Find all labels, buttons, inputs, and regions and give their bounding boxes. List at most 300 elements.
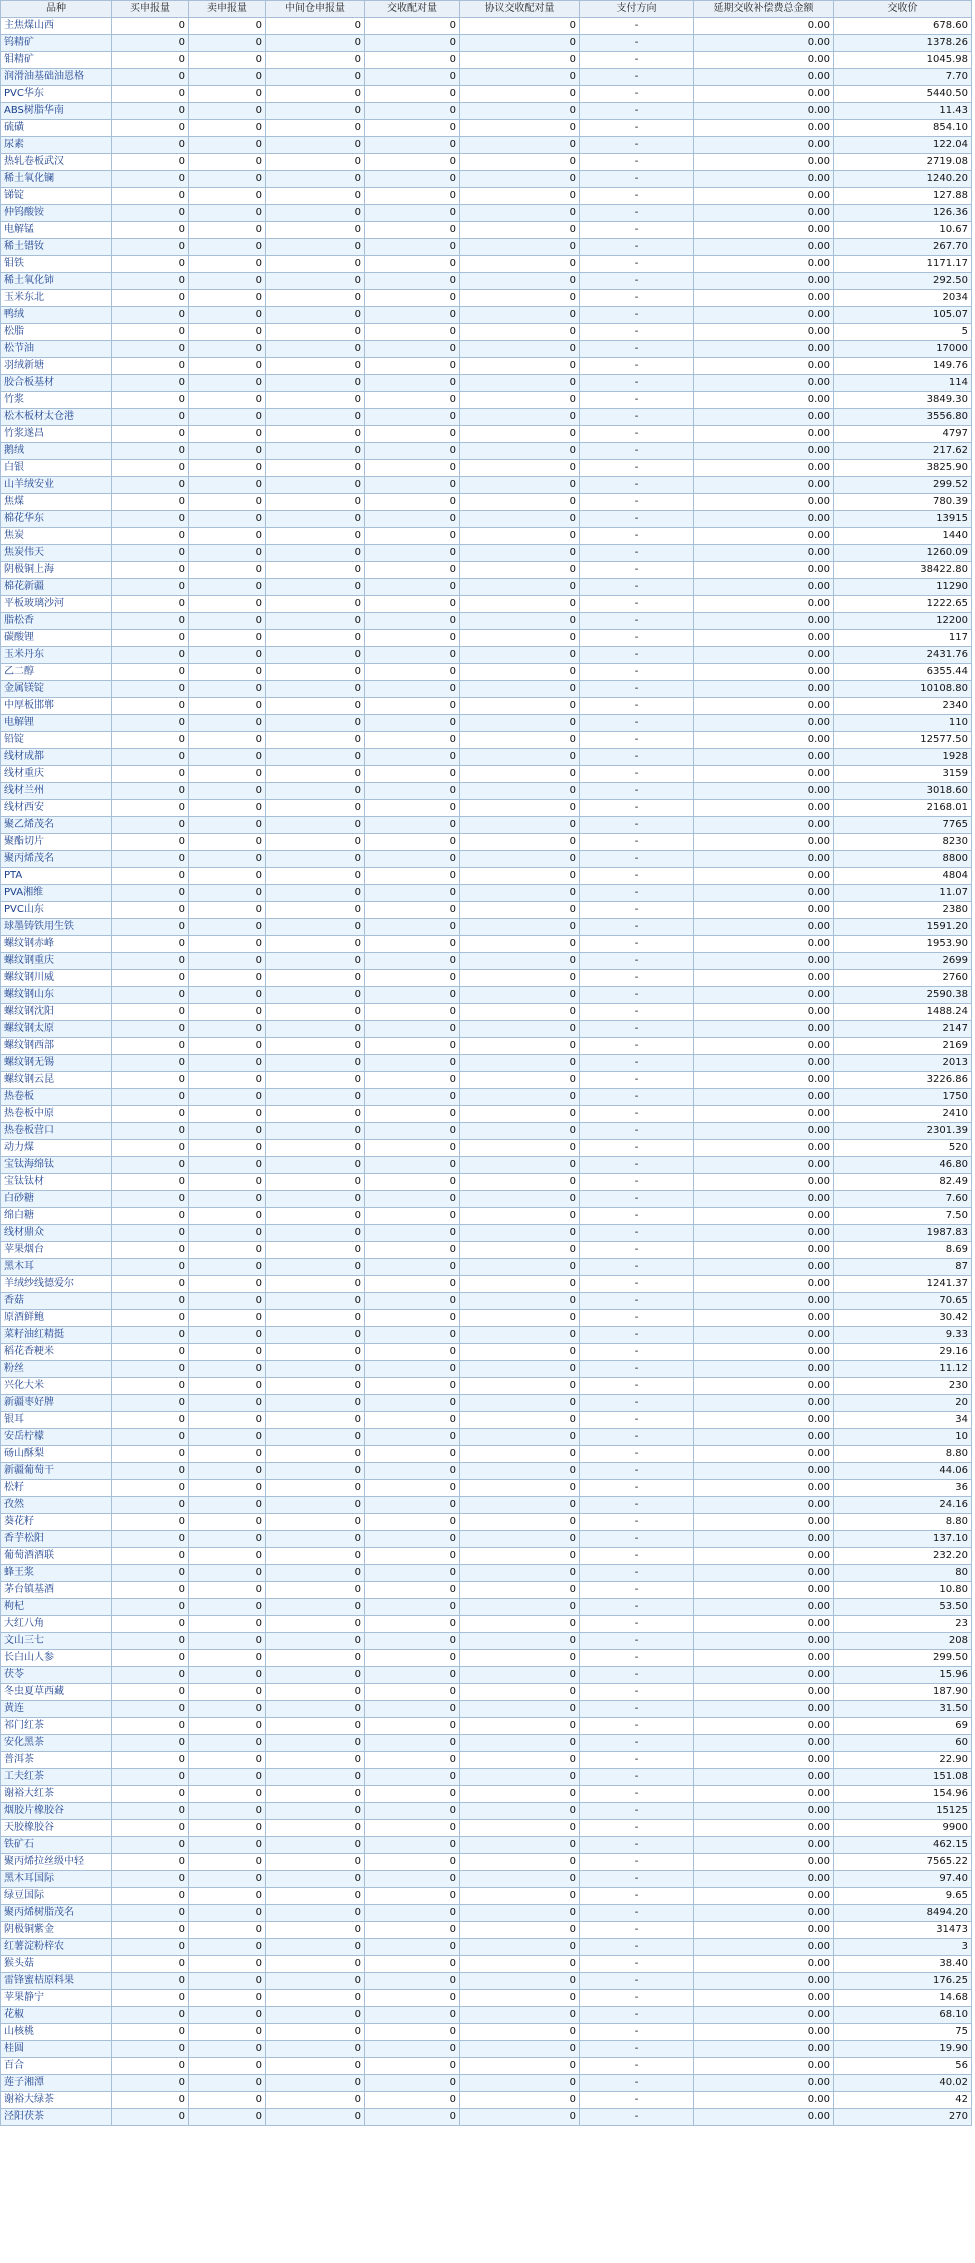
cell-agreement-matched-quantity: 0 — [460, 766, 580, 783]
cell-delivery-price: 8494.20 — [834, 1905, 972, 1922]
cell-product: 文山三七 — [1, 1633, 112, 1650]
table-row — [1, 1055, 972, 1072]
cell-sell-quantity: 0 — [189, 1327, 266, 1344]
cell-deferred-compensation: 0.00 — [694, 1871, 834, 1888]
cell-delivery-price: 4804 — [834, 868, 972, 885]
cell-matched-quantity: 0 — [365, 1429, 460, 1446]
cell-agreement-matched-quantity: 0 — [460, 1956, 580, 1973]
cell-deferred-compensation: 0.00 — [694, 460, 834, 477]
cell-product: 阴极铜紫金 — [1, 1922, 112, 1939]
cell-agreement-matched-quantity: 0 — [460, 681, 580, 698]
cell-agreement-matched-quantity: 0 — [460, 1174, 580, 1191]
cell-product: 粉丝 — [1, 1361, 112, 1378]
cell-product: 脂松香 — [1, 613, 112, 630]
cell-payment-direction: - — [580, 358, 694, 375]
cell-sell-quantity: 0 — [189, 1259, 266, 1276]
cell-product: 银耳 — [1, 1412, 112, 1429]
table-row — [1, 1123, 972, 1140]
cell-buy-quantity: 0 — [112, 596, 189, 613]
cell-intermediary-quantity: 0 — [266, 766, 365, 783]
cell-product: 螺纹钢无锡 — [1, 1055, 112, 1072]
cell-agreement-matched-quantity: 0 — [460, 1072, 580, 1089]
cell-intermediary-quantity: 0 — [266, 256, 365, 273]
cell-agreement-matched-quantity: 0 — [460, 120, 580, 137]
cell-payment-direction: - — [580, 511, 694, 528]
cell-delivery-price: 11290 — [834, 579, 972, 596]
cell-intermediary-quantity: 0 — [266, 1072, 365, 1089]
table-row — [1, 783, 972, 800]
cell-product: 螺纹钢太原 — [1, 1021, 112, 1038]
cell-product: PVA湘维 — [1, 885, 112, 902]
cell-sell-quantity: 0 — [189, 1820, 266, 1837]
cell-payment-direction: - — [580, 409, 694, 426]
cell-payment-direction: - — [580, 800, 694, 817]
cell-product: 松脂 — [1, 324, 112, 341]
cell-intermediary-quantity: 0 — [266, 2024, 365, 2041]
cell-sell-quantity: 0 — [189, 681, 266, 698]
cell-delivery-price: 44.06 — [834, 1463, 972, 1480]
table-row — [1, 392, 972, 409]
cell-deferred-compensation: 0.00 — [694, 749, 834, 766]
cell-intermediary-quantity: 0 — [266, 1667, 365, 1684]
cell-product: 砀山酥梨 — [1, 1446, 112, 1463]
cell-delivery-price: 13915 — [834, 511, 972, 528]
cell-sell-quantity: 0 — [189, 698, 266, 715]
cell-product: 枸杞 — [1, 1599, 112, 1616]
cell-matched-quantity: 0 — [365, 766, 460, 783]
cell-agreement-matched-quantity: 0 — [460, 2109, 580, 2126]
cell-deferred-compensation: 0.00 — [694, 1004, 834, 1021]
cell-deferred-compensation: 0.00 — [694, 1327, 834, 1344]
cell-agreement-matched-quantity: 0 — [460, 1769, 580, 1786]
cell-deferred-compensation: 0.00 — [694, 1582, 834, 1599]
cell-payment-direction: - — [580, 545, 694, 562]
cell-intermediary-quantity: 0 — [266, 239, 365, 256]
cell-buy-quantity: 0 — [112, 154, 189, 171]
table-row — [1, 528, 972, 545]
cell-intermediary-quantity: 0 — [266, 545, 365, 562]
cell-buy-quantity: 0 — [112, 2041, 189, 2058]
cell-matched-quantity: 0 — [365, 1242, 460, 1259]
cell-buy-quantity: 0 — [112, 341, 189, 358]
cell-agreement-matched-quantity: 0 — [460, 273, 580, 290]
cell-agreement-matched-quantity: 0 — [460, 1055, 580, 1072]
cell-intermediary-quantity: 0 — [266, 1888, 365, 1905]
cell-intermediary-quantity: 0 — [266, 1616, 365, 1633]
cell-matched-quantity: 0 — [365, 358, 460, 375]
cell-sell-quantity: 0 — [189, 1633, 266, 1650]
cell-agreement-matched-quantity: 0 — [460, 1123, 580, 1140]
cell-payment-direction: - — [580, 69, 694, 86]
table-row — [1, 2007, 972, 2024]
cell-delivery-price: 12200 — [834, 613, 972, 630]
table-row — [1, 1276, 972, 1293]
cell-sell-quantity: 0 — [189, 1225, 266, 1242]
table-row — [1, 154, 972, 171]
table-row — [1, 1463, 972, 1480]
cell-buy-quantity: 0 — [112, 205, 189, 222]
cell-matched-quantity: 0 — [365, 545, 460, 562]
cell-agreement-matched-quantity: 0 — [460, 1429, 580, 1446]
cell-sell-quantity: 0 — [189, 188, 266, 205]
cell-product: 蜂王浆 — [1, 1565, 112, 1582]
cell-product: 黑木耳 — [1, 1259, 112, 1276]
cell-delivery-price: 75 — [834, 2024, 972, 2041]
cell-payment-direction: - — [580, 188, 694, 205]
cell-agreement-matched-quantity: 0 — [460, 1905, 580, 1922]
cell-product: 羽绒新塘 — [1, 358, 112, 375]
cell-deferred-compensation: 0.00 — [694, 1701, 834, 1718]
cell-agreement-matched-quantity: 0 — [460, 562, 580, 579]
table-row — [1, 511, 972, 528]
cell-product: 香芋松阳 — [1, 1531, 112, 1548]
cell-agreement-matched-quantity: 0 — [460, 1650, 580, 1667]
cell-sell-quantity: 0 — [189, 2092, 266, 2109]
cell-payment-direction: - — [580, 1327, 694, 1344]
cell-delivery-price: 10.80 — [834, 1582, 972, 1599]
cell-product: 聚酯切片 — [1, 834, 112, 851]
cell-buy-quantity: 0 — [112, 1242, 189, 1259]
cell-buy-quantity: 0 — [112, 698, 189, 715]
cell-buy-quantity: 0 — [112, 358, 189, 375]
cell-delivery-price: 1378.26 — [834, 35, 972, 52]
cell-buy-quantity: 0 — [112, 1565, 189, 1582]
cell-intermediary-quantity: 0 — [266, 494, 365, 511]
cell-buy-quantity: 0 — [112, 1650, 189, 1667]
cell-payment-direction: - — [580, 2041, 694, 2058]
cell-delivery-price: 520 — [834, 1140, 972, 1157]
cell-deferred-compensation: 0.00 — [694, 834, 834, 851]
cell-agreement-matched-quantity: 0 — [460, 732, 580, 749]
cell-payment-direction: - — [580, 205, 694, 222]
cell-buy-quantity: 0 — [112, 1293, 189, 1310]
table-row — [1, 1038, 972, 1055]
cell-buy-quantity: 0 — [112, 1497, 189, 1514]
cell-buy-quantity: 0 — [112, 1871, 189, 1888]
cell-deferred-compensation: 0.00 — [694, 1123, 834, 1140]
cell-matched-quantity: 0 — [365, 1191, 460, 1208]
cell-delivery-price: 7.50 — [834, 1208, 972, 1225]
cell-intermediary-quantity: 0 — [266, 205, 365, 222]
cell-payment-direction: - — [580, 664, 694, 681]
cell-product: 钼精矿 — [1, 52, 112, 69]
cell-product: 山羊绒安业 — [1, 477, 112, 494]
cell-sell-quantity: 0 — [189, 1990, 266, 2007]
cell-delivery-price: 9.33 — [834, 1327, 972, 1344]
cell-buy-quantity: 0 — [112, 69, 189, 86]
cell-sell-quantity: 0 — [189, 1361, 266, 1378]
cell-buy-quantity: 0 — [112, 324, 189, 341]
cell-payment-direction: - — [580, 749, 694, 766]
cell-payment-direction: - — [580, 1837, 694, 1854]
cell-product: 仲钨酸铵 — [1, 205, 112, 222]
cell-intermediary-quantity: 0 — [266, 35, 365, 52]
cell-buy-quantity: 0 — [112, 1582, 189, 1599]
cell-sell-quantity: 0 — [189, 290, 266, 307]
cell-sell-quantity: 0 — [189, 1718, 266, 1735]
table-row — [1, 936, 972, 953]
cell-sell-quantity: 0 — [189, 2041, 266, 2058]
cell-agreement-matched-quantity: 0 — [460, 1565, 580, 1582]
cell-deferred-compensation: 0.00 — [694, 1735, 834, 1752]
cell-sell-quantity: 0 — [189, 1293, 266, 1310]
cell-sell-quantity: 0 — [189, 392, 266, 409]
cell-product: 热卷板 — [1, 1089, 112, 1106]
cell-matched-quantity: 0 — [365, 1905, 460, 1922]
cell-payment-direction: - — [580, 154, 694, 171]
cell-buy-quantity: 0 — [112, 664, 189, 681]
cell-sell-quantity: 0 — [189, 1463, 266, 1480]
cell-product: 螺纹钢沈阳 — [1, 1004, 112, 1021]
cell-payment-direction: - — [580, 1888, 694, 1905]
cell-intermediary-quantity: 0 — [266, 1446, 365, 1463]
cell-buy-quantity: 0 — [112, 1633, 189, 1650]
cell-delivery-price: 1488.24 — [834, 1004, 972, 1021]
table-row — [1, 647, 972, 664]
cell-product: 红薯淀粉梓农 — [1, 1939, 112, 1956]
cell-agreement-matched-quantity: 0 — [460, 2041, 580, 2058]
cell-deferred-compensation: 0.00 — [694, 2041, 834, 2058]
cell-deferred-compensation: 0.00 — [694, 35, 834, 52]
table-row — [1, 1344, 972, 1361]
cell-deferred-compensation: 0.00 — [694, 1089, 834, 1106]
cell-matched-quantity: 0 — [365, 1769, 460, 1786]
cell-matched-quantity: 0 — [365, 1684, 460, 1701]
cell-delivery-price: 270 — [834, 2109, 972, 2126]
cell-deferred-compensation: 0.00 — [694, 392, 834, 409]
cell-delivery-price: 8800 — [834, 851, 972, 868]
cell-matched-quantity: 0 — [365, 2058, 460, 2075]
cell-agreement-matched-quantity: 0 — [460, 919, 580, 936]
cell-matched-quantity: 0 — [365, 1616, 460, 1633]
cell-agreement-matched-quantity: 0 — [460, 256, 580, 273]
cell-product: 花椒 — [1, 2007, 112, 2024]
cell-deferred-compensation: 0.00 — [694, 1106, 834, 1123]
cell-intermediary-quantity: 0 — [266, 2007, 365, 2024]
table-row — [1, 1242, 972, 1259]
cell-intermediary-quantity: 0 — [266, 1820, 365, 1837]
cell-payment-direction: - — [580, 86, 694, 103]
cell-product: 长白山人参 — [1, 1650, 112, 1667]
cell-product: 硫磺 — [1, 120, 112, 137]
cell-intermediary-quantity: 0 — [266, 528, 365, 545]
cell-sell-quantity: 0 — [189, 256, 266, 273]
cell-agreement-matched-quantity: 0 — [460, 902, 580, 919]
cell-payment-direction: - — [580, 613, 694, 630]
table-row — [1, 307, 972, 324]
cell-delivery-price: 1440 — [834, 528, 972, 545]
cell-matched-quantity: 0 — [365, 1293, 460, 1310]
cell-intermediary-quantity: 0 — [266, 1242, 365, 1259]
table-row — [1, 1939, 972, 1956]
cell-matched-quantity: 0 — [365, 1004, 460, 1021]
cell-matched-quantity: 0 — [365, 1463, 460, 1480]
cell-deferred-compensation: 0.00 — [694, 1684, 834, 1701]
cell-intermediary-quantity: 0 — [266, 154, 365, 171]
cell-deferred-compensation: 0.00 — [694, 1395, 834, 1412]
table-row — [1, 2075, 972, 2092]
table-row — [1, 52, 972, 69]
cell-buy-quantity: 0 — [112, 1429, 189, 1446]
cell-deferred-compensation: 0.00 — [694, 341, 834, 358]
cell-product: 中厚板邯郸 — [1, 698, 112, 715]
cell-sell-quantity: 0 — [189, 885, 266, 902]
cell-sell-quantity: 0 — [189, 579, 266, 596]
cell-deferred-compensation: 0.00 — [694, 953, 834, 970]
cell-intermediary-quantity: 0 — [266, 970, 365, 987]
cell-intermediary-quantity: 0 — [266, 749, 365, 766]
cell-intermediary-quantity: 0 — [266, 511, 365, 528]
cell-sell-quantity: 0 — [189, 1412, 266, 1429]
cell-agreement-matched-quantity: 0 — [460, 171, 580, 188]
cell-sell-quantity: 0 — [189, 307, 266, 324]
cell-buy-quantity: 0 — [112, 1616, 189, 1633]
cell-deferred-compensation: 0.00 — [694, 562, 834, 579]
cell-delivery-price: 8.80 — [834, 1446, 972, 1463]
cell-deferred-compensation: 0.00 — [694, 1259, 834, 1276]
cell-sell-quantity: 0 — [189, 1021, 266, 1038]
cell-delivery-price: 22.90 — [834, 1752, 972, 1769]
cell-agreement-matched-quantity: 0 — [460, 154, 580, 171]
cell-payment-direction: - — [580, 1990, 694, 2007]
cell-sell-quantity: 0 — [189, 1735, 266, 1752]
cell-delivery-price: 3 — [834, 1939, 972, 1956]
cell-sell-quantity: 0 — [189, 205, 266, 222]
cell-delivery-price: 1987.83 — [834, 1225, 972, 1242]
cell-intermediary-quantity: 0 — [266, 69, 365, 86]
cell-product: 苹果静宁 — [1, 1990, 112, 2007]
table-row — [1, 1225, 972, 1242]
cell-payment-direction: - — [580, 647, 694, 664]
cell-sell-quantity: 0 — [189, 358, 266, 375]
cell-delivery-price: 462.15 — [834, 1837, 972, 1854]
cell-buy-quantity: 0 — [112, 766, 189, 783]
cell-payment-direction: - — [580, 987, 694, 1004]
cell-buy-quantity: 0 — [112, 817, 189, 834]
cell-matched-quantity: 0 — [365, 1021, 460, 1038]
cell-sell-quantity: 0 — [189, 341, 266, 358]
cell-payment-direction: - — [580, 52, 694, 69]
table-row — [1, 171, 972, 188]
cell-deferred-compensation: 0.00 — [694, 494, 834, 511]
cell-delivery-price: 36 — [834, 1480, 972, 1497]
cell-intermediary-quantity: 0 — [266, 817, 365, 834]
cell-agreement-matched-quantity: 0 — [460, 137, 580, 154]
cell-buy-quantity: 0 — [112, 2007, 189, 2024]
cell-agreement-matched-quantity: 0 — [460, 613, 580, 630]
cell-agreement-matched-quantity: 0 — [460, 1191, 580, 1208]
cell-sell-quantity: 0 — [189, 2109, 266, 2126]
cell-sell-quantity: 0 — [189, 1038, 266, 1055]
cell-matched-quantity: 0 — [365, 817, 460, 834]
cell-delivery-price: 2380 — [834, 902, 972, 919]
cell-product: 原酒鲜鲍 — [1, 1310, 112, 1327]
cell-deferred-compensation: 0.00 — [694, 2075, 834, 2092]
table-row — [1, 2109, 972, 2126]
cell-buy-quantity: 0 — [112, 1769, 189, 1786]
cell-agreement-matched-quantity: 0 — [460, 1463, 580, 1480]
cell-buy-quantity: 0 — [112, 239, 189, 256]
cell-buy-quantity: 0 — [112, 1820, 189, 1837]
cell-sell-quantity: 0 — [189, 766, 266, 783]
cell-payment-direction: - — [580, 783, 694, 800]
cell-matched-quantity: 0 — [365, 596, 460, 613]
cell-delivery-price: 56 — [834, 2058, 972, 2075]
cell-delivery-price: 151.08 — [834, 1769, 972, 1786]
cell-sell-quantity: 0 — [189, 1378, 266, 1395]
cell-deferred-compensation: 0.00 — [694, 1276, 834, 1293]
cell-buy-quantity: 0 — [112, 1123, 189, 1140]
cell-deferred-compensation: 0.00 — [694, 1208, 834, 1225]
cell-matched-quantity: 0 — [365, 1208, 460, 1225]
cell-delivery-price: 2147 — [834, 1021, 972, 1038]
cell-intermediary-quantity: 0 — [266, 1956, 365, 1973]
cell-payment-direction: - — [580, 579, 694, 596]
cell-agreement-matched-quantity: 0 — [460, 579, 580, 596]
cell-delivery-price: 1953.90 — [834, 936, 972, 953]
cell-delivery-price: 2340 — [834, 698, 972, 715]
cell-agreement-matched-quantity: 0 — [460, 970, 580, 987]
cell-deferred-compensation: 0.00 — [694, 1344, 834, 1361]
table-row — [1, 1021, 972, 1038]
cell-intermediary-quantity: 0 — [266, 1854, 365, 1871]
cell-sell-quantity: 0 — [189, 1514, 266, 1531]
cell-matched-quantity: 0 — [365, 1888, 460, 1905]
cell-agreement-matched-quantity: 0 — [460, 443, 580, 460]
table-body — [1, 18, 972, 2126]
table-row — [1, 1548, 972, 1565]
cell-matched-quantity: 0 — [365, 1361, 460, 1378]
table-row — [1, 1395, 972, 1412]
cell-product: 葡萄酒酒联 — [1, 1548, 112, 1565]
cell-delivery-price: 114 — [834, 375, 972, 392]
cell-intermediary-quantity: 0 — [266, 171, 365, 188]
cell-deferred-compensation: 0.00 — [694, 324, 834, 341]
cell-sell-quantity: 0 — [189, 868, 266, 885]
cell-product: 松木板材太仓港 — [1, 409, 112, 426]
cell-agreement-matched-quantity: 0 — [460, 239, 580, 256]
cell-payment-direction: - — [580, 222, 694, 239]
cell-buy-quantity: 0 — [112, 1072, 189, 1089]
cell-payment-direction: - — [580, 715, 694, 732]
table-row — [1, 1293, 972, 1310]
table-row — [1, 851, 972, 868]
cell-delivery-price: 8.69 — [834, 1242, 972, 1259]
cell-matched-quantity: 0 — [365, 1395, 460, 1412]
cell-payment-direction: - — [580, 1055, 694, 1072]
table-row — [1, 1837, 972, 1854]
cell-intermediary-quantity: 0 — [266, 1497, 365, 1514]
cell-agreement-matched-quantity: 0 — [460, 1395, 580, 1412]
cell-payment-direction: - — [580, 1140, 694, 1157]
cell-product: 焦炭伟天 — [1, 545, 112, 562]
cell-matched-quantity: 0 — [365, 1820, 460, 1837]
cell-product: 茅台镇基酒 — [1, 1582, 112, 1599]
cell-delivery-price: 3159 — [834, 766, 972, 783]
cell-deferred-compensation: 0.00 — [694, 596, 834, 613]
cell-buy-quantity: 0 — [112, 1191, 189, 1208]
cell-product: 绿豆国际 — [1, 1888, 112, 1905]
cell-buy-quantity: 0 — [112, 426, 189, 443]
cell-buy-quantity: 0 — [112, 1480, 189, 1497]
cell-sell-quantity: 0 — [189, 18, 266, 35]
table-row — [1, 1803, 972, 1820]
cell-buy-quantity: 0 — [112, 171, 189, 188]
table-row — [1, 1990, 972, 2007]
table-row — [1, 188, 972, 205]
cell-intermediary-quantity: 0 — [266, 630, 365, 647]
cell-intermediary-quantity: 0 — [266, 1599, 365, 1616]
